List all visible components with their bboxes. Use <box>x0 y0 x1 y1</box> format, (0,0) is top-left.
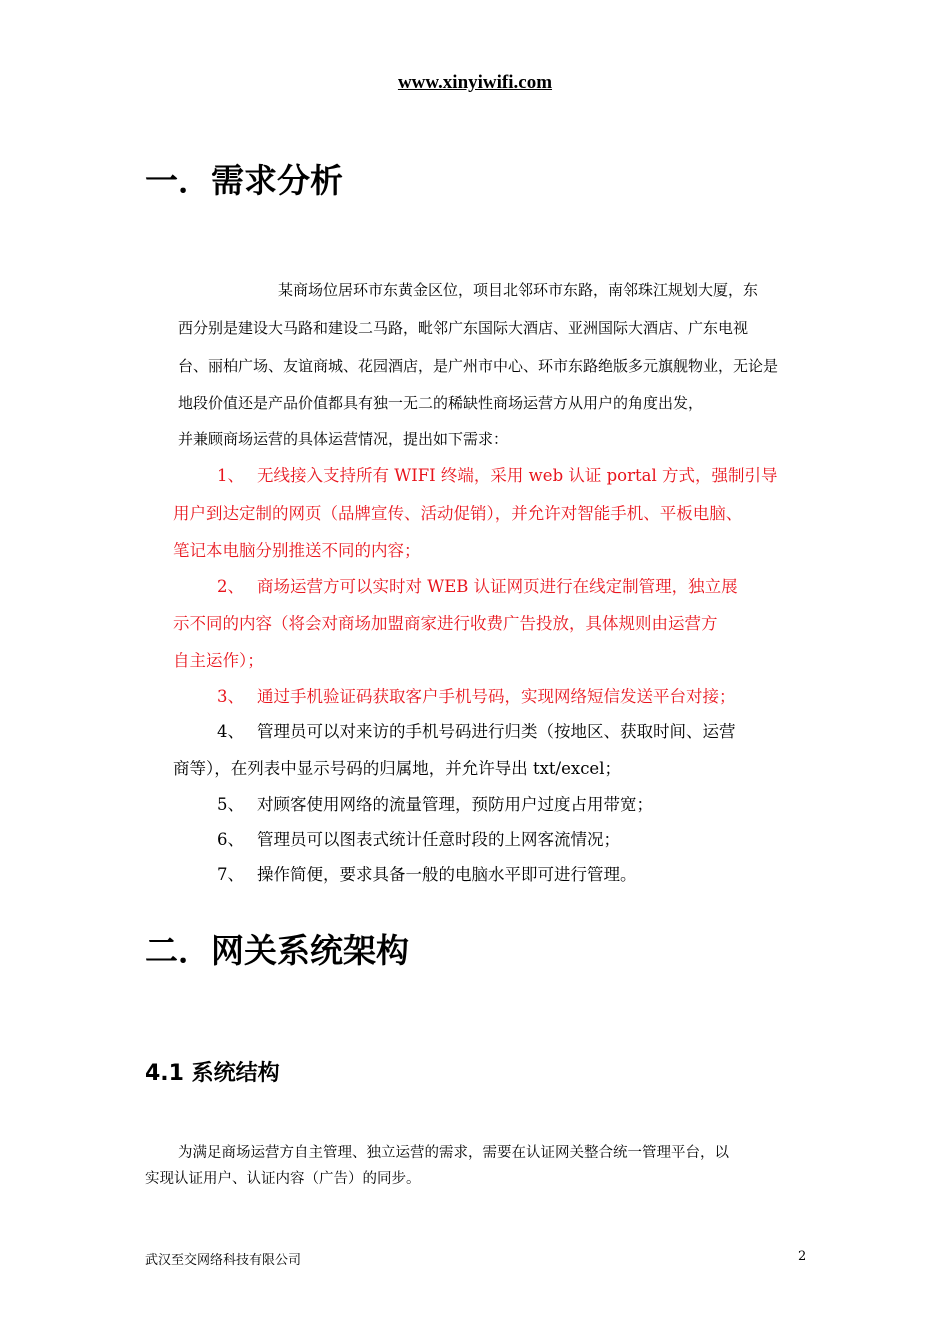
requirement-number: 1、 <box>217 466 244 485</box>
section-title-gateway-architecture: 二．网关系统架构 <box>145 931 409 970</box>
intro-line: 某商场位居环市东黄金区位，项目北邻环市东路，南邻珠江规划大厦，东 <box>278 281 759 299</box>
intro-line: 台、丽柏广场、友谊商城、花园酒店，是广州市中心、环市东路绝版多元旗舰物业，无论是 <box>178 357 779 375</box>
requirement-2-line: 示不同的内容（将会对商场加盟商家进行收费广告投放，具体规则由运营方 <box>173 614 718 633</box>
requirement-5 <box>217 791 653 815</box>
requirement-number: 4、 <box>217 722 244 741</box>
requirement-4-line: 商等），在列表中显示号码的归属地，并允许导出 txt/excel； <box>173 759 621 778</box>
header-url[interactable]: www.xinyiwifi.com <box>397 72 553 93</box>
intro-line: 地段价值还是产品价值都具有独一无二的稀缺性商场运营方从用户的角度出发， <box>178 394 704 412</box>
intro-line: 并兼顾商场运营的具体运营情况，提出如下需求： <box>178 430 509 448</box>
requirement-number: 3、 <box>217 687 244 706</box>
footer-page-number: 2 <box>798 1249 807 1264</box>
requirement-4 <box>217 718 736 742</box>
requirement-text: 管理员可以对来访的手机号码进行归类（按地区、获取时间、运营 <box>257 722 736 741</box>
intro-line: 西分别是建设大马路和建设二马路，毗邻广东国际大酒店、亚洲国际大酒店、广东电视 <box>178 319 749 337</box>
requirement-text: 通过手机验证码获取客户手机号码，实现网络短信发送平台对接； <box>257 687 736 706</box>
requirement-1 <box>217 462 778 486</box>
requirement-2 <box>217 573 738 597</box>
requirement-7 <box>217 861 637 885</box>
requirement-text: 无线接入支持所有 WIFI 终端，采用 web 认证 portal 方式，强制引导 <box>257 466 778 485</box>
requirement-text: 对顾客使用网络的流量管理，预防用户过度占用带宽； <box>257 795 653 814</box>
section-title-requirements: 一．需求分析 <box>145 161 343 200</box>
requirement-1-line: 用户到达定制的网页（品牌宣传、活动促销），并允许对智能手机、平板电脑、 <box>173 504 743 523</box>
requirement-text: 管理员可以图表式统计任意时段的上网客流情况； <box>257 830 620 849</box>
requirement-number: 7、 <box>217 865 244 884</box>
requirement-1-line: 笔记本电脑分别推送不同的内容； <box>173 541 421 560</box>
subsection-title-system-structure: 4.1 系统结构 <box>145 1061 280 1086</box>
requirement-number: 6、 <box>217 830 244 849</box>
paragraph-line: 实现认证用户、认证内容（广告）的同步。 <box>145 1171 421 1187</box>
requirement-number: 2、 <box>217 577 244 596</box>
paragraph-line: 为满足商场运营方自主管理、独立运营的需求，需要在认证网关整合统一管理平台，以 <box>178 1145 729 1161</box>
requirement-text: 商场运营方可以实时对 WEB 认证网页进行在线定制管理，独立展 <box>257 577 738 596</box>
footer-company: 武汉至交网络科技有限公司 <box>145 1253 302 1268</box>
requirement-3 <box>217 683 736 707</box>
requirement-2-line: 自主运作）； <box>173 651 264 670</box>
requirement-6 <box>217 826 620 850</box>
requirement-text: 操作简便，要求具备一般的电脑水平即可进行管理。 <box>257 865 637 884</box>
requirement-number: 5、 <box>217 795 244 814</box>
